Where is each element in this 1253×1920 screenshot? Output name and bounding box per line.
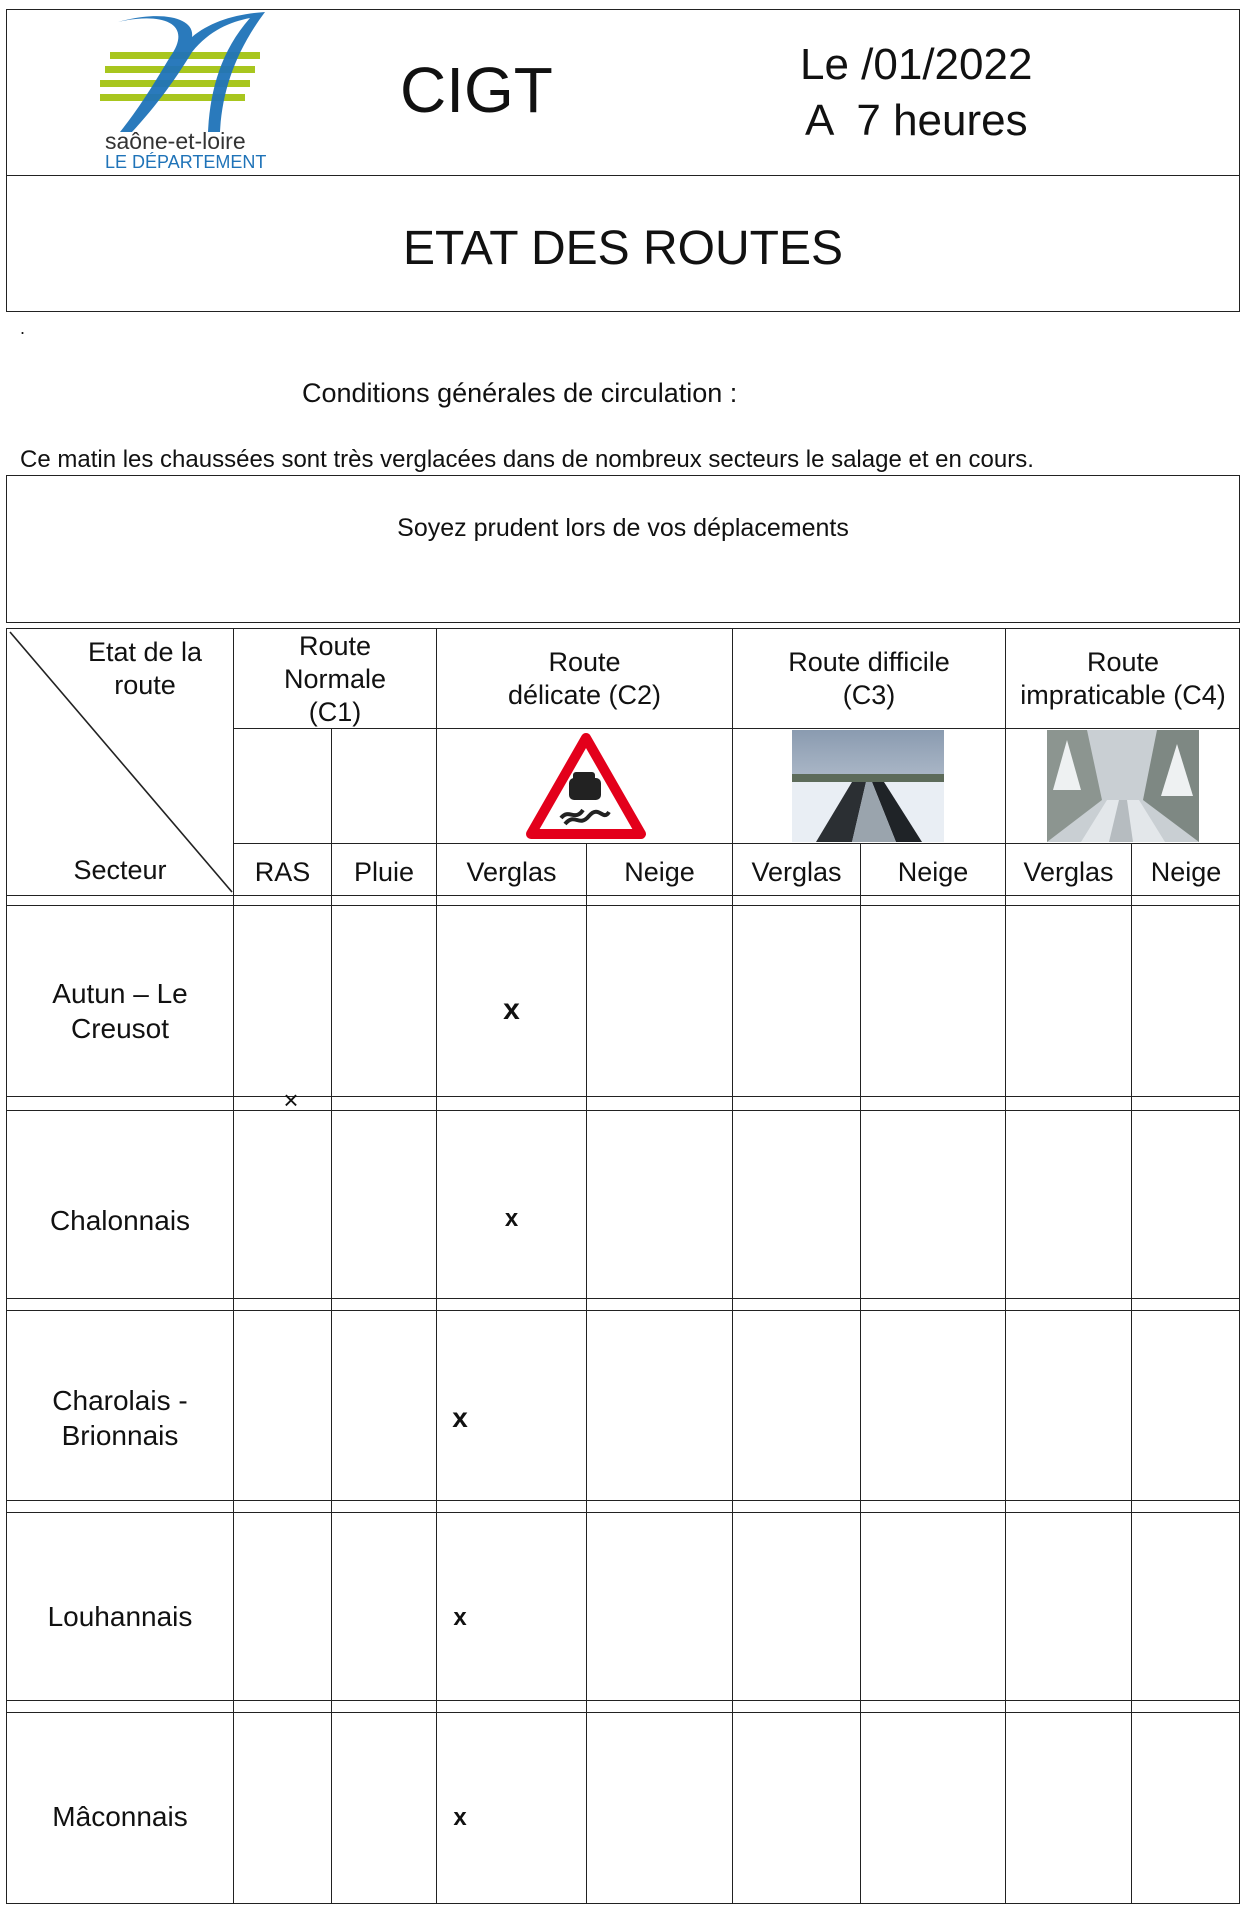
table-row-mark: x (452, 1402, 468, 1433)
table-header-line-3 (6, 895, 1240, 896)
row-separator (6, 1712, 1240, 1713)
table-row-mark: x (503, 993, 520, 1026)
snow-forest-road-photo (1047, 730, 1199, 842)
category-c1: Route Normale (C1) (283, 630, 387, 727)
logo-mark-icon (100, 12, 270, 142)
corner-bottom-label: Secteur (73, 854, 167, 885)
subcol-pluie: Pluie (353, 857, 415, 887)
stray-dot: . (20, 318, 26, 338)
page-title: ETAT DES ROUTES (402, 221, 844, 275)
subcol-c3-neige: Neige (897, 857, 969, 887)
subcol-c4-verglas: Verglas (1023, 857, 1114, 887)
row-separator (6, 1700, 1240, 1701)
row-separator (6, 1096, 1240, 1097)
table-row-sector: Autun – Le Creusot (52, 978, 188, 1044)
subcol-c2-verglas: Verglas (466, 857, 557, 887)
subcol-c3-verglas: Verglas (751, 857, 842, 887)
table-row-mark: x (453, 1604, 467, 1631)
row-separator (6, 1310, 1240, 1311)
row-separator (6, 1512, 1240, 1513)
corner-top-label: Etat de la route (87, 637, 203, 700)
notice-box (6, 475, 1240, 623)
table-row-mark: x (453, 1804, 467, 1831)
department-logo (100, 12, 270, 177)
category-c2: Route délicate (C2) (507, 647, 662, 710)
notice-text: Soyez prudent lors de vos déplacements (397, 513, 849, 542)
logo-text-line2: LE DÉPARTEMENT (105, 152, 267, 172)
table-row-sector: Mâconnais (52, 1800, 188, 1832)
table-header-line-4 (6, 905, 1240, 906)
col-divider (586, 843, 587, 1904)
org-name: CIGT (400, 54, 553, 126)
bulletin-time: A 7 heures (805, 96, 1028, 145)
table-header-line-2 (233, 843, 1240, 844)
conditions-text: Ce matin les chaussées sont très verglacées dans de nombreux secteurs le salage et en cours. (20, 446, 1034, 473)
row-separator (6, 1500, 1240, 1501)
snowy-road-photo (792, 730, 944, 842)
logo-text-line1: saône-et-loire (105, 128, 246, 154)
col-divider (860, 843, 861, 1904)
slippery-road-sign-icon (525, 732, 647, 840)
bulletin-date: Le /01/2022 (800, 40, 1033, 89)
subcol-ras: RAS (254, 857, 311, 887)
stray-cross-mark: × (283, 1084, 299, 1115)
table-row-mark: x (504, 1205, 519, 1232)
table-row-sector: Louhannais (47, 1600, 193, 1632)
category-c3: Route difficile (C3) (788, 647, 950, 710)
table-row-sector: Chalonnais (49, 1204, 191, 1236)
row-separator (6, 1110, 1240, 1111)
col-divider (331, 728, 332, 1904)
col-divider (1131, 843, 1132, 1904)
row-separator (6, 1298, 1240, 1299)
category-c4: Route impraticable (C4) (1020, 647, 1226, 710)
conditions-heading: Conditions générales de circulation : (302, 378, 738, 408)
subcol-c4-neige: Neige (1150, 857, 1222, 887)
table-row-sector: Charolais - Brionnais (52, 1385, 188, 1451)
subcol-c2-neige: Neige (624, 857, 695, 887)
